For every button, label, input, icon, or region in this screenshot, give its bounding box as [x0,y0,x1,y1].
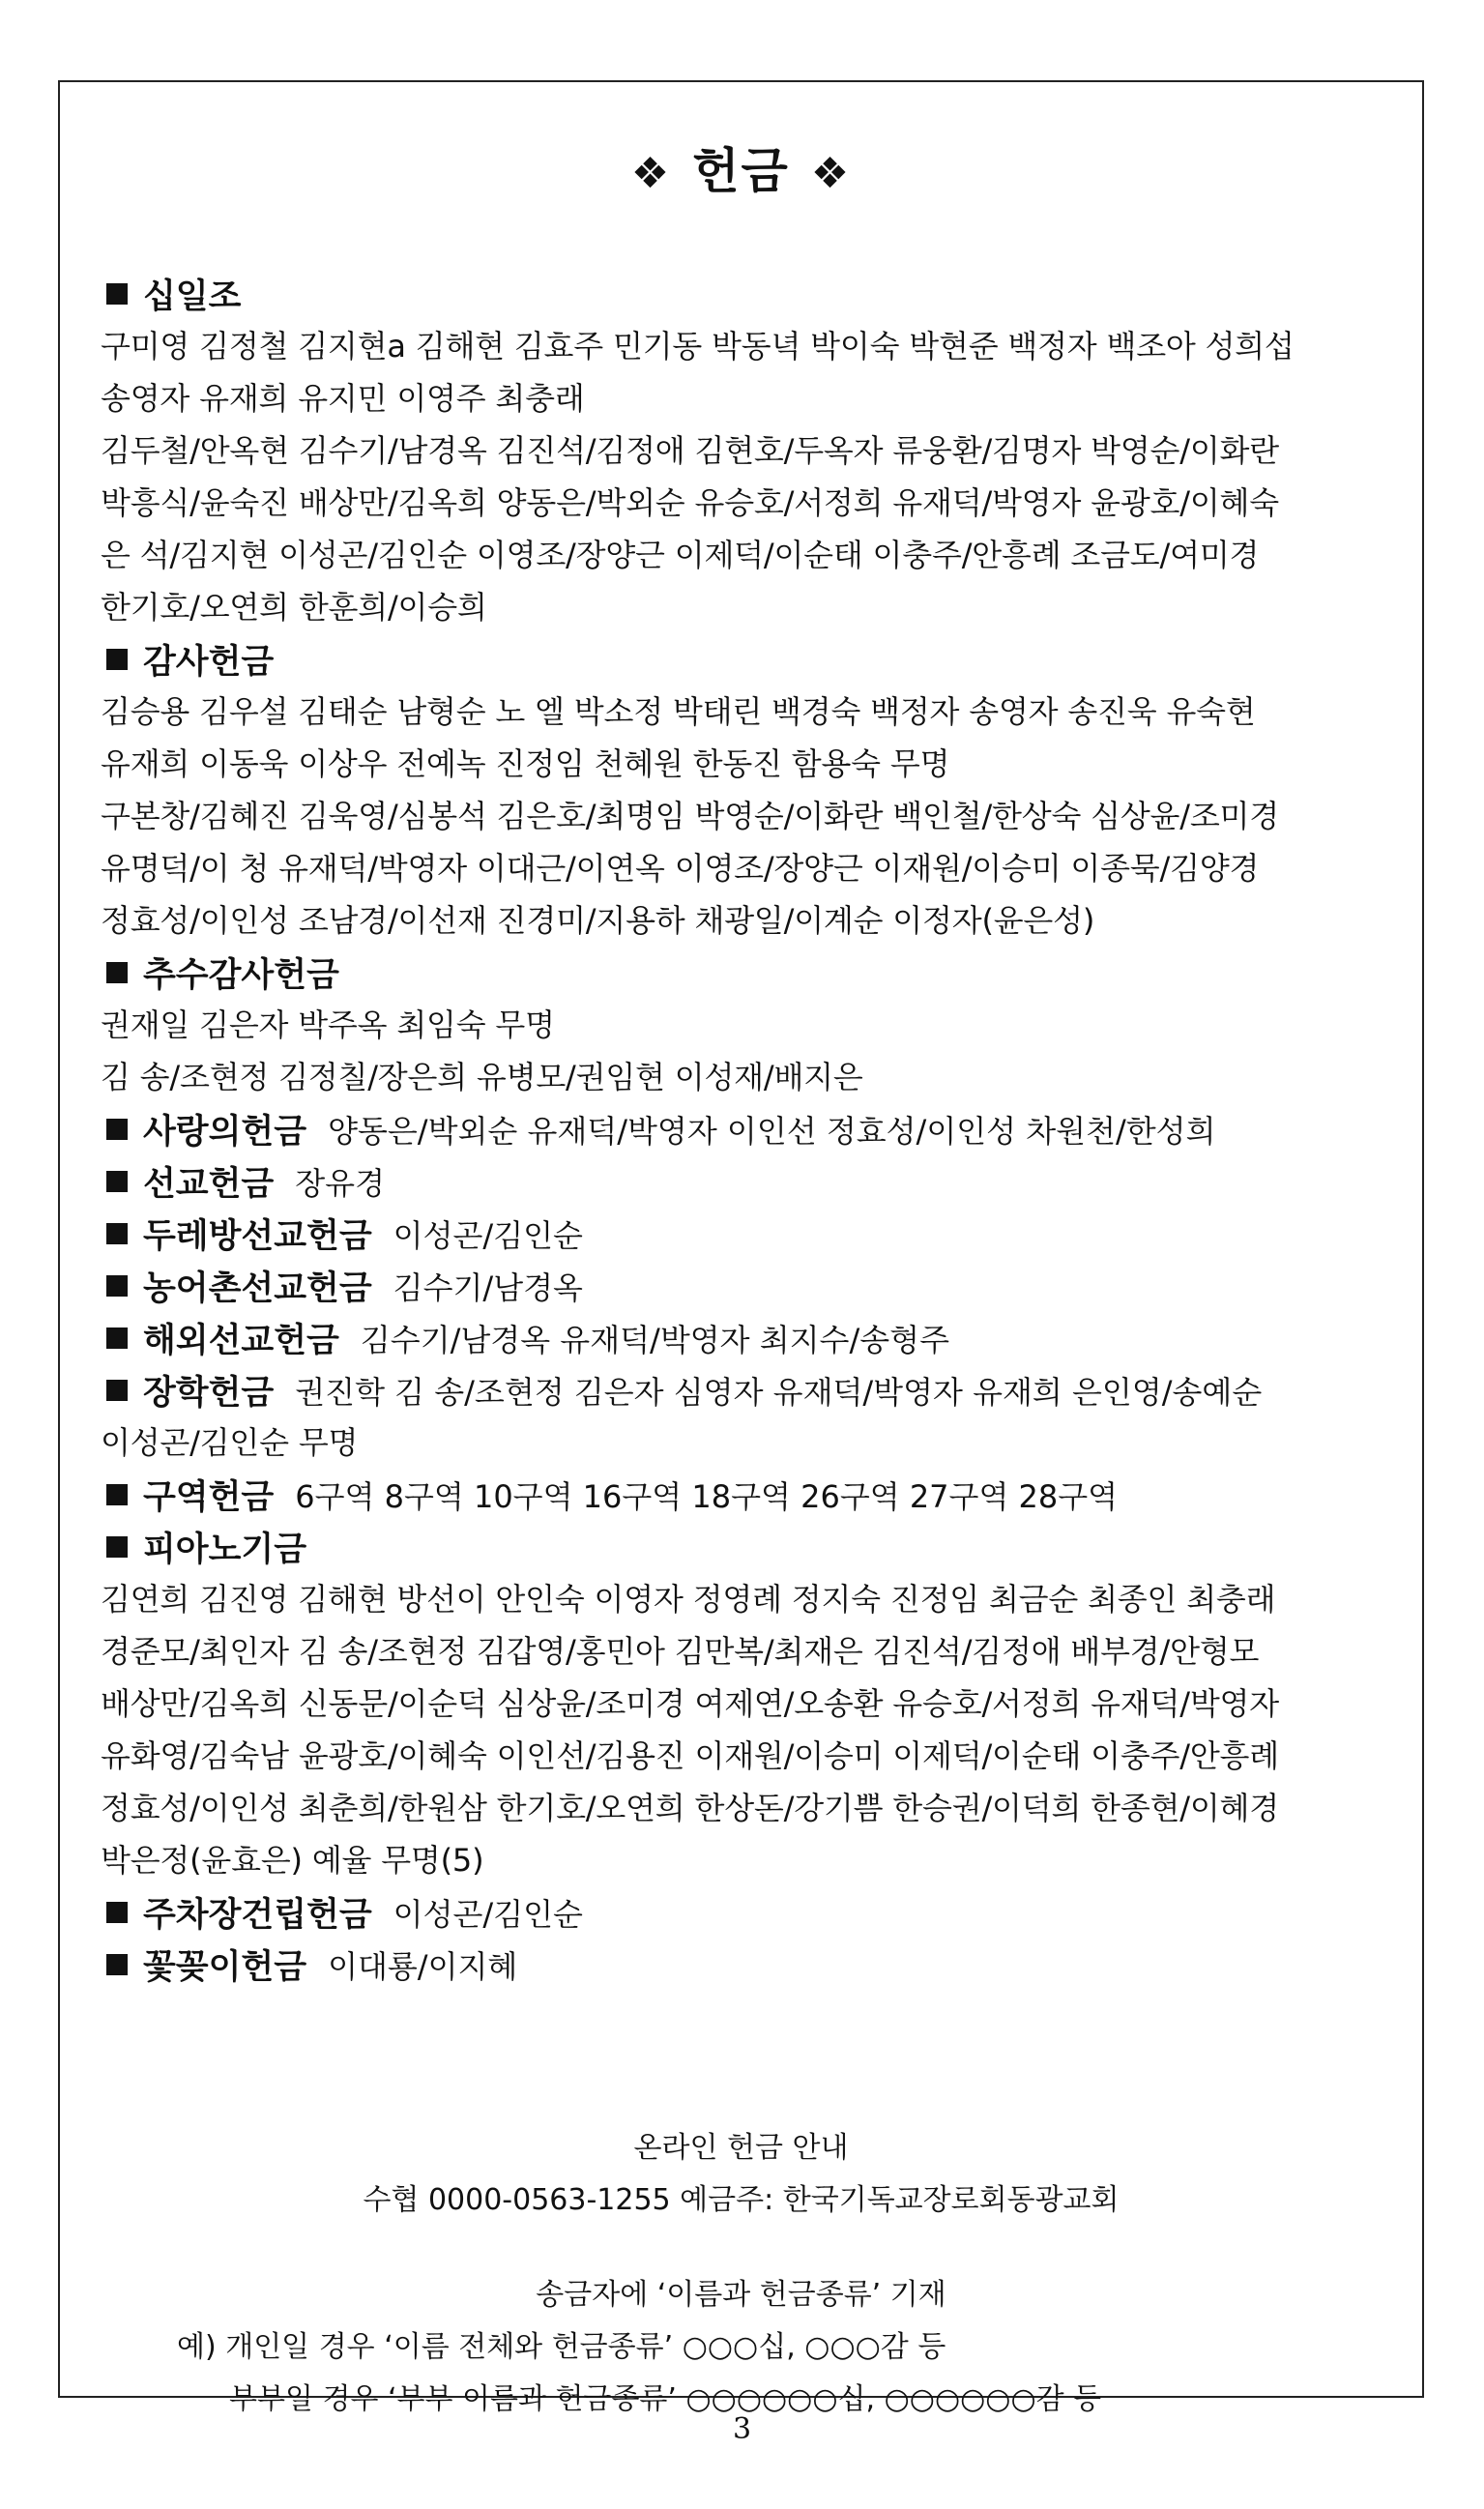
transfer-instruction: 송금자에 ‘이름과 헌금종류’ 기재 [536,2278,946,2312]
bullet-square-icon [106,1119,128,1140]
section-love-heading: 사랑의헌금 양동은/박외순 유재덕/박영자 이인선 정효성/이인성 차원천/한성희 [101,1103,1396,1155]
title-text: 헌금 [692,143,790,199]
piano-line: 정효성/이인성 최춘희/한원삼 한기호/오연희 한상돈/강기쁨 한승권/이덕희 한종현/이혜경 [101,1790,1279,1826]
page-number: 3 [732,2412,752,2446]
bullet-square-icon [106,283,128,305]
ornament-right-icon: ❖ [810,149,852,198]
thanks-line: 김승용 김우설 김태순 남형순 노 엘 박소정 박태린 백경숙 백정자 송영자 송진욱 유숙현 [101,693,1256,730]
tithe-line: 구미영 김정철 김지현a 김해현 김효주 민기동 박동녁 박이숙 박현준 백정자 백조아 성희섭 [101,328,1295,365]
tithe-line: 박흥식/윤숙진 배상만/김옥희 양동은/박외순 유승호/서정희 유재덕/박영자 윤광호/이혜숙 [101,484,1279,521]
tithe-line: 김두철/안옥현 김수기/남경옥 김진석/김정애 김현호/두옥자 류웅환/김명자 박영순/이화란 [101,432,1279,469]
online-offering-info [60,2122,1422,2426]
thanks-line: 유재희 이동욱 이상우 전예녹 진정임 천혜원 한동진 함용숙 무명 [101,745,950,782]
bullet-square-icon [106,1380,128,1401]
bank-account: 수협 0000-0563-1255 예금주: 한국기독교장로회동광교회 [363,2183,1120,2217]
section-tithe-heading: 십일조 [101,268,1396,320]
overseas-names: 김수기/남경옥 유재덕/박영자 최지수/송형주 [360,1322,949,1358]
thanks-line: 구본창/김혜진 김욱영/심봉석 김은호/최명임 박영순/이화란 백인철/한상숙 심상윤/조미경 [101,798,1279,834]
love-names: 양동은/박외순 유재덕/박영자 이인선 정효성/이인성 차원천/한성희 [328,1113,1216,1150]
example-individual: 예) 개인일 경우 ‘이름 전체와 헌금종류’ ○○○십, ○○○감 등 [177,2330,946,2364]
parking-names: 이성곤/김인순 [393,1896,583,1933]
piano-line: 유화영/김숙남 윤광호/이혜숙 이인선/김용진 이재원/이승미 이제덕/이순태 이충주/안흥례 [101,1737,1279,1774]
section-piano-heading: 피아노기금 [101,1521,1396,1573]
tithe-line: 한기호/오연희 한훈희/이승희 [101,589,487,626]
piano-line: 김연희 김진영 김해현 방선이 안인숙 이영자 정영례 정지숙 진정임 최금순 최종인 최충래 [101,1581,1276,1618]
page-title [60,132,1422,202]
scholarship-line: 이성곤/김인순 무명 [101,1424,359,1461]
section-scholarship-heading: 장학헌금 권진학 김 송/조현정 김은자 심영자 유재덕/박영자 유재희 은인영/송예순 [101,1364,1396,1416]
harvest-line: 권재일 김은자 박주옥 최임숙 무명 [101,1007,555,1043]
online-title: 온라인 헌금 안내 [633,2131,849,2165]
page-frame [58,80,1424,2416]
flowers-names: 이대룡/이지혜 [328,1948,518,1985]
bullet-square-icon [106,1954,128,1975]
section-flowers-heading: 꽃꽂이헌금 이대룡/이지혜 [101,1939,1396,1991]
section-overseas-heading: 해외선교헌금 김수기/남경옥 유재덕/박영자 최지수/송형주 [101,1312,1396,1364]
bullet-square-icon [106,1536,128,1558]
section-harvest-heading: 추수감사헌금 [101,947,1396,999]
piano-line: 경준모/최인자 김 송/조현정 김갑영/홍민아 김만복/최재은 김진석/김정애 배부경/안형모 [101,1633,1260,1670]
thanks-line: 정효성/이인성 조남경/이선재 진경미/지용하 채광일/이계순 이정자(윤은성) [101,902,1095,939]
offering-list [101,268,1396,1991]
ornament-left-icon: ❖ [630,149,672,198]
bullet-square-icon [106,1327,128,1349]
bullet-square-icon [106,649,128,670]
section-durebang-heading: 두레방선교헌금 이성곤/김인순 [101,1208,1396,1260]
section-mission-heading: 선교헌금 장유경 [101,1155,1396,1208]
durebang-names: 이성곤/김인순 [393,1217,583,1254]
bullet-square-icon [106,1484,128,1505]
district-names: 6구역 8구역 10구역 16구역 18구역 26구역 27구역 28구역 [295,1478,1119,1515]
mission-names: 장유경 [295,1165,385,1202]
bullet-square-icon [106,1223,128,1244]
section-thanks-heading: 감사헌금 [101,633,1396,686]
rural-names: 김수기/남경옥 [393,1269,583,1306]
harvest-line: 김 송/조현정 김정칠/장은희 유병모/권임현 이성재/배지은 [101,1059,863,1095]
bullet-square-icon [106,1275,128,1297]
example-couple: 부부일 경우 ‘부부 이름과 헌금종류’ ○○○○○○십, ○○○○○○감 등 [229,2382,1102,2416]
bullet-square-icon [106,1902,128,1923]
piano-line: 박은정(윤효은) 예율 무명(5) [101,1842,484,1879]
bullet-square-icon [106,962,128,983]
section-district-heading: 구역헌금 6구역 8구역 10구역 16구역 18구역 26구역 27구역 28구역 [101,1469,1396,1521]
tithe-line: 송영자 유재희 유지민 이영주 최충래 [101,380,585,417]
piano-line: 배상만/김옥희 신동문/이순덕 심상윤/조미경 여제연/오송환 유승호/서정희 유재덕/박영자 [101,1685,1279,1722]
scholarship-names: 권진학 김 송/조현정 김은자 심영자 유재덕/박영자 유재희 은인영/송예순 [295,1374,1263,1411]
thanks-line: 유명덕/이 청 유재덕/박영자 이대근/이연옥 이영조/장양근 이재원/이승미 이종묵/김양경 [101,850,1260,887]
tithe-line: 은 석/김지현 이성곤/김인순 이영조/장양근 이제덕/이순태 이충주/안흥례 조금도/여미경 [101,537,1260,573]
section-parking-heading: 주차장건립헌금 이성곤/김인순 [101,1886,1396,1939]
section-rural-heading: 농어촌선교헌금 김수기/남경옥 [101,1260,1396,1312]
bullet-square-icon [106,1171,128,1192]
